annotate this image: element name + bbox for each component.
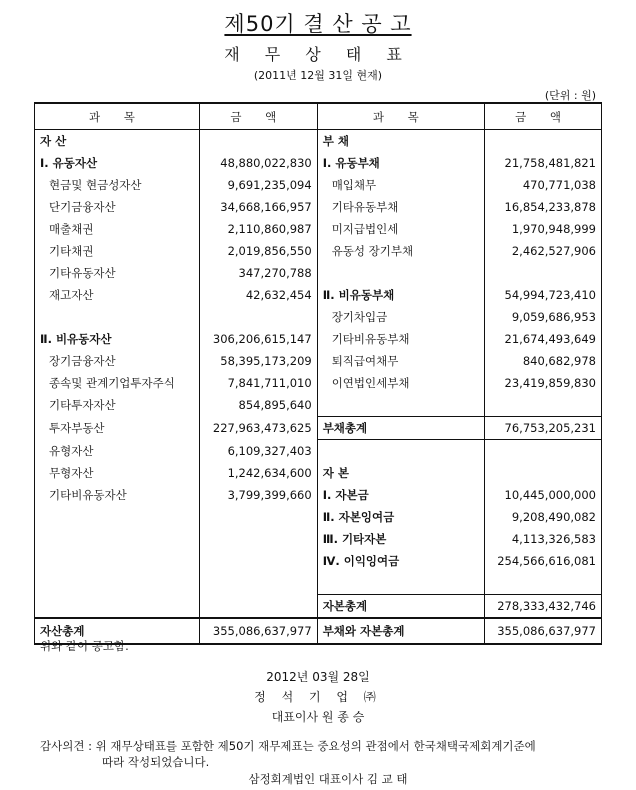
left-item-name: 종속및 관계기업투자주식 <box>35 372 200 394</box>
left-item-name: 매출채권 <box>35 218 200 240</box>
table-row <box>35 572 602 595</box>
table-row <box>35 306 602 328</box>
page-title: 제50기 결 산 공 고 <box>224 12 412 36</box>
left-item-name: Ⅰ. 유동자산 <box>35 152 200 174</box>
left-item-amount <box>199 506 317 528</box>
right-item-name: 부 채 <box>317 130 484 153</box>
right-item-name: 이연법인세부채 <box>317 372 484 394</box>
announcement-date: 2012년 03월 28일 <box>266 670 370 684</box>
right-item-name: 매입채무 <box>317 174 484 196</box>
left-item-amount: 42,632,454 <box>199 284 317 306</box>
left-item-amount <box>199 550 317 572</box>
table-row <box>35 328 602 350</box>
left-item-name: 무형자산 <box>35 462 200 484</box>
table-row <box>35 152 602 174</box>
right-item-amount: 54,994,723,410 <box>485 284 602 306</box>
left-item-amount: 7,841,711,010 <box>199 372 317 394</box>
right-item-name: Ⅱ. 자본잉여금 <box>317 506 484 528</box>
as-of-date: (2011년 12월 31일 현재) <box>253 69 383 82</box>
left-item-name: 현금및 현금성자산 <box>35 174 200 196</box>
table-row <box>35 350 602 372</box>
right-item-name: 유동성 장기부채 <box>317 240 484 262</box>
table-row <box>35 462 602 484</box>
table-header-row <box>35 103 602 130</box>
company-name: 정 석 기 업 ㈜ <box>254 690 382 704</box>
left-item-amount: 34,668,166,957 <box>199 196 317 218</box>
table-row <box>35 262 602 284</box>
right-item-amount: 76,753,205,231 <box>485 417 602 440</box>
assets-total-amount: 355,086,637,977 <box>199 618 317 644</box>
table-row <box>35 240 602 262</box>
left-item-amount: 1,242,634,600 <box>199 462 317 484</box>
left-item-name: 단기금융자산 <box>35 196 200 218</box>
right-item-amount: 10,445,000,000 <box>485 484 602 506</box>
right-item-name: 기타비유동부채 <box>317 328 484 350</box>
left-item-name: 유형자산 <box>35 440 200 463</box>
table-row <box>35 484 602 506</box>
table-row <box>35 218 602 240</box>
right-item-name <box>317 572 484 595</box>
left-item-amount <box>199 572 317 595</box>
right-item-name: 자본총계 <box>317 595 484 619</box>
table-row <box>35 528 602 550</box>
right-item-name: Ⅰ. 자본금 <box>317 484 484 506</box>
right-item-name: Ⅰ. 유동부채 <box>317 152 484 174</box>
left-item-name <box>35 528 200 550</box>
header-amount-right: 금 액 <box>485 103 602 130</box>
left-item-name: 기타채권 <box>35 240 200 262</box>
audit-opinion-line-1: 감사의견 : 위 재무상태표를 포함한 제50기 재무제표는 중요성의 관점에서 한국채택국제회계기준에 <box>40 739 536 753</box>
balance-sheet-table <box>34 102 602 645</box>
table-row <box>35 550 602 572</box>
table-row <box>35 440 602 463</box>
left-item-amount: 2,019,856,550 <box>199 240 317 262</box>
right-item-amount: 4,113,326,583 <box>485 528 602 550</box>
auditor-signature: 삼정회계법인 대표이사 김 교 태 <box>248 772 408 786</box>
left-item-amount: 854,895,640 <box>199 394 317 417</box>
right-item-amount: 9,208,490,082 <box>485 506 602 528</box>
header-item-left: 과 목 <box>35 103 200 130</box>
table-row <box>35 196 602 218</box>
left-item-amount <box>199 528 317 550</box>
left-item-amount: 3,799,399,660 <box>199 484 317 506</box>
left-item-name: 투자부동산 <box>35 417 200 440</box>
right-item-amount <box>485 262 602 284</box>
right-item-name: 자 본 <box>317 462 484 484</box>
right-item-amount <box>485 440 602 463</box>
liab-equity-total-label: 부채와 자본총계 <box>317 618 484 644</box>
table-row <box>35 284 602 306</box>
currency-unit: (단위 : 원) <box>544 89 596 102</box>
table-row <box>35 130 602 153</box>
right-item-name <box>317 440 484 463</box>
left-item-amount <box>199 306 317 328</box>
assets-total-label: 자산총계 <box>35 618 200 644</box>
right-item-name: 부채총계 <box>317 417 484 440</box>
announcement-note: 위와 같이 공고함. <box>40 639 129 653</box>
left-item-amount: 347,270,788 <box>199 262 317 284</box>
left-item-name <box>35 572 200 595</box>
left-item-amount: 6,109,327,403 <box>199 440 317 463</box>
left-item-name <box>35 506 200 528</box>
audit-opinion-line-2: 따라 작성되었습니다. <box>102 755 210 769</box>
left-item-amount: 9,691,235,094 <box>199 174 317 196</box>
left-item-amount: 48,880,022,830 <box>199 152 317 174</box>
statement-name: 재 무 상 태 표 <box>224 45 412 64</box>
right-item-amount <box>485 130 602 153</box>
left-item-amount: 58,395,173,209 <box>199 350 317 372</box>
right-item-amount: 9,059,686,953 <box>485 306 602 328</box>
table-row <box>35 174 602 196</box>
table-row <box>35 394 602 417</box>
right-item-amount: 470,771,038 <box>485 174 602 196</box>
right-item-name: 기타유동부채 <box>317 196 484 218</box>
left-item-name: 재고자산 <box>35 284 200 306</box>
right-item-name: Ⅲ. 기타자본 <box>317 528 484 550</box>
left-item-name: 장기금융자산 <box>35 350 200 372</box>
right-item-amount <box>485 394 602 417</box>
company-ceo: 대표이사 원 종 승 <box>271 710 365 724</box>
right-item-amount: 16,854,233,878 <box>485 196 602 218</box>
table-row <box>35 595 602 619</box>
left-item-amount <box>199 595 317 619</box>
header-amount-left: 금 액 <box>199 103 317 130</box>
right-item-amount: 278,333,432,746 <box>485 595 602 619</box>
right-item-name: Ⅳ. 이익잉여금 <box>317 550 484 572</box>
table-body <box>35 130 602 619</box>
table-row <box>35 417 602 440</box>
right-item-name: 퇴직급여채무 <box>317 350 484 372</box>
table-row <box>35 506 602 528</box>
right-item-name: 장기차입금 <box>317 306 484 328</box>
liab-equity-total-amount: 355,086,637,977 <box>485 618 602 644</box>
right-item-amount: 2,462,527,906 <box>485 240 602 262</box>
left-item-name <box>35 595 200 619</box>
right-item-amount: 23,419,859,830 <box>485 372 602 394</box>
right-item-amount: 840,682,978 <box>485 350 602 372</box>
right-item-amount: 21,674,493,649 <box>485 328 602 350</box>
left-item-name: Ⅱ. 비유동자산 <box>35 328 200 350</box>
right-item-name: 미지급법인세 <box>317 218 484 240</box>
right-item-amount: 1,970,948,999 <box>485 218 602 240</box>
right-item-name <box>317 394 484 417</box>
right-item-name <box>317 262 484 284</box>
left-item-amount: 2,110,860,987 <box>199 218 317 240</box>
table-row <box>35 372 602 394</box>
right-item-amount: 254,566,616,081 <box>485 550 602 572</box>
right-item-amount: 21,758,481,821 <box>485 152 602 174</box>
left-item-amount: 306,206,615,147 <box>199 328 317 350</box>
left-item-name <box>35 550 200 572</box>
left-item-amount <box>199 130 317 153</box>
right-item-amount <box>485 572 602 595</box>
left-item-name: 자 산 <box>35 130 200 153</box>
left-item-name: 기타비유동자산 <box>35 484 200 506</box>
left-item-name: 기타투자자산 <box>35 394 200 417</box>
header-item-right: 과 목 <box>317 103 484 130</box>
right-item-name: Ⅱ. 비유동부채 <box>317 284 484 306</box>
left-item-amount: 227,963,473,625 <box>199 417 317 440</box>
left-item-name <box>35 306 200 328</box>
right-item-amount <box>485 462 602 484</box>
left-item-name: 기타유동자산 <box>35 262 200 284</box>
